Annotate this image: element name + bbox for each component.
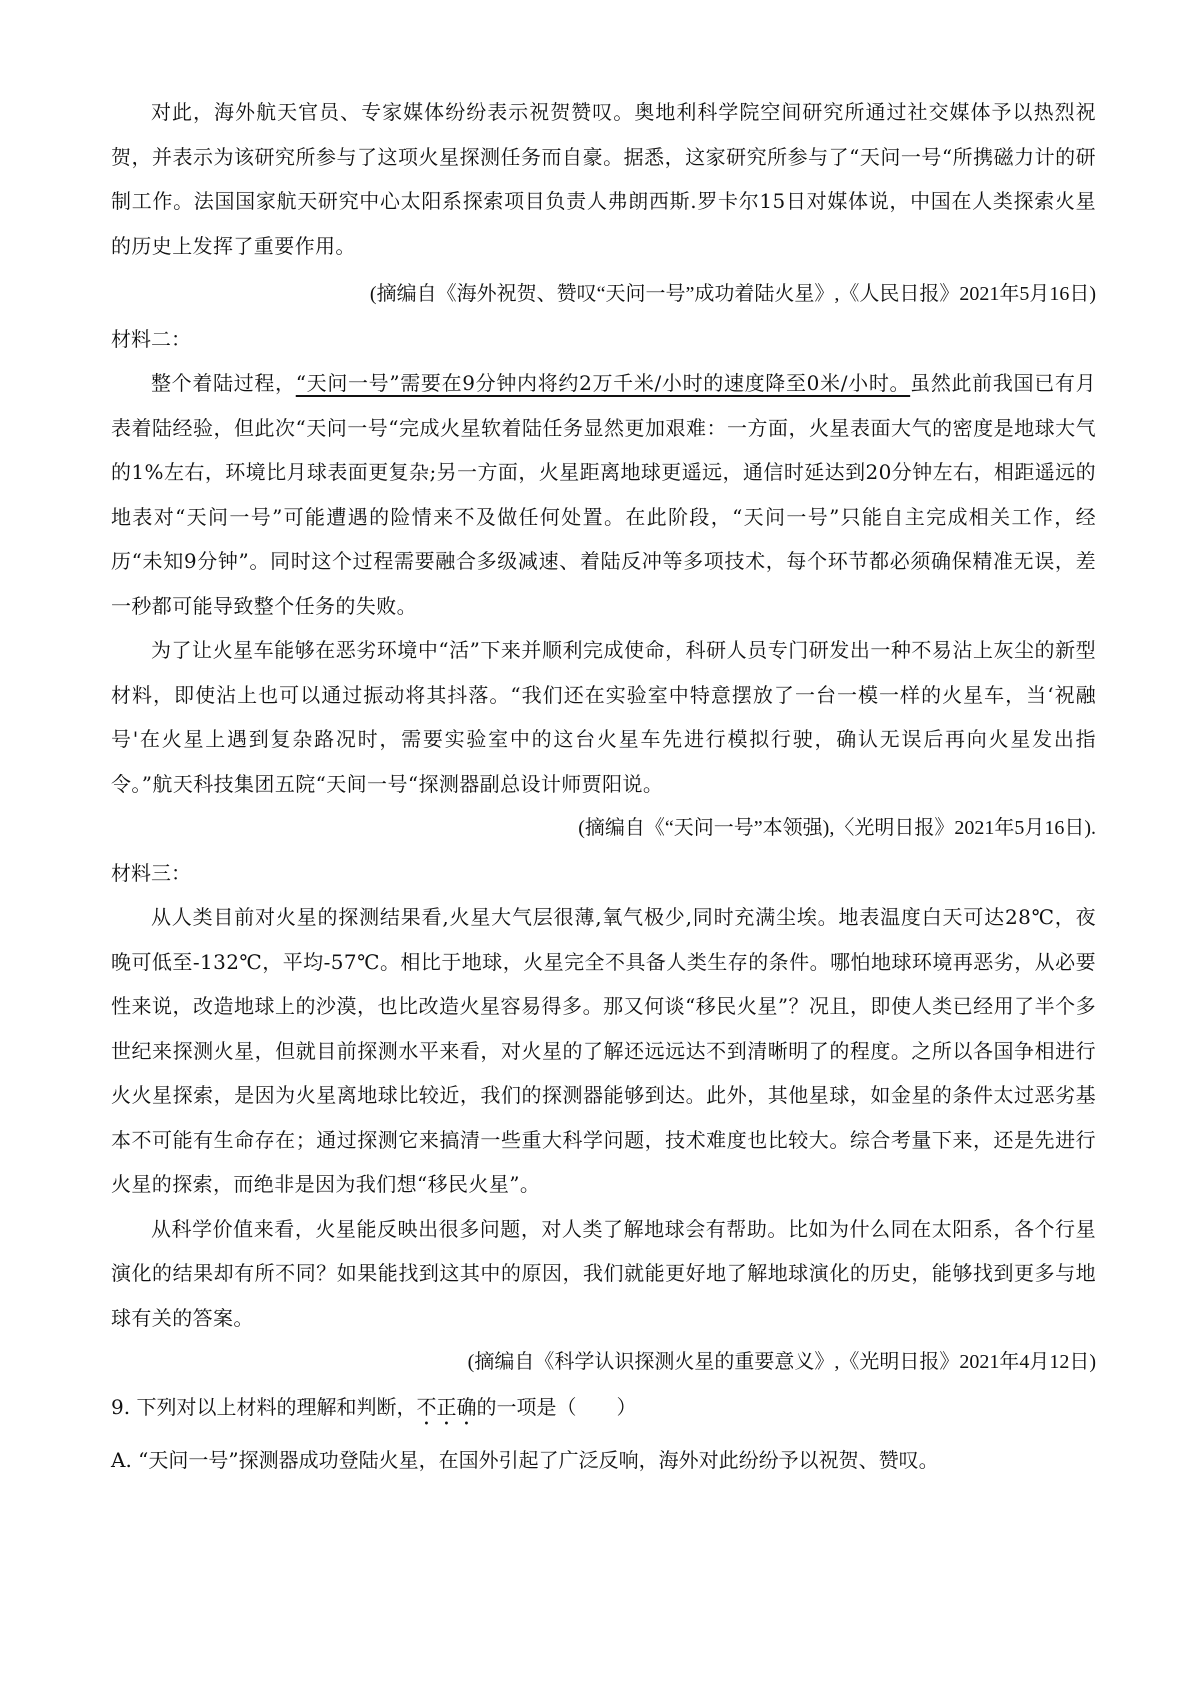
material3-source: (摘编自《科学认识探测火星的重要意义》,《光明日报》2021年4月12日)	[467, 1351, 1096, 1373]
material2-p1-rest: 虽然此前我国已有月表着陆经验，但此次“天问一号“完成火星软着陆任务显然更加艰难：一方面，火星表面大气的密度是地球大气的1%左右，环境比月球表面更复杂;另一方面，火星距离地球更遥远，通信时延达到20分钟左右，相距遥远的地表对“天问一号”可能遭遇的险情来不及做任何处置。在此阶段，“天问一号”只能自主完成相关工作，经历“未知9分钟”。同时这个过程需要融合多级减速、着陆反冲等多项技术，每个环节都必须确保精准无误，差一秒都可能导致整个任务的失败。	[111, 371, 1096, 618]
question-text-before: 下列对以上材料的理解和判断，	[136, 1394, 417, 1419]
material2-label: 材料二：	[111, 326, 191, 351]
material3-label: 材料三：	[111, 860, 191, 885]
document-content	[111, 90, 1096, 1482]
question-text-after: 的一项是（ ）	[476, 1394, 637, 1419]
question-emphasis: 不正确	[416, 1394, 477, 1419]
material2-p1-underlined: “天问一号”需要在9分钟内将约2万千米/小时的速度降至0米/小时。	[295, 371, 911, 395]
material1-source: (摘编自《海外祝贺、赞叹“天问一号”成功着陆火星》,《人民日报》2021年5月16日)	[369, 283, 1096, 305]
material3-paragraph-1: 从人类目前对火星的探测结果看,火星大气层很薄,氧气极少,同时充满尘埃。地表温度白天可达28℃，夜晚可低至-132℃，平均-57℃。相比于地球，火星完全不具备人类生存的条件。哪怕地球环境再恶劣，从必要性来说，改造地球上的沙漠，也比改造火星容易得多。那又何谈“移民火星”？况且，即使人类已经用了半个多世纪来探测火星，但就目前探测水平来看，对火星的了解还远远达不到清晰明了的程度。之所以各国争相进行火火星探索，是因为火星离地球比较近，我们的探测器能够到达。此外，其他星球，如金星的条件太过恶劣基本不可能有生命存在；通过探测它来搞清一些重大科学问题，技术难度也比较大。综合考量下来，还是先进行火星的探索，而绝非是因为我们想“移民火星”。	[111, 905, 1096, 1196]
material2-source: (摘编自《“天问一号”本领强),〈光明日报》2021年5月16日).	[578, 817, 1096, 839]
material3-paragraph-2: 从科学价值来看，火星能反映出很多问题，对人类了解地球会有帮助。比如为什么同在太阳系，各个行星演化的结果却有所不同？如果能找到这其中的原因，我们就能更好地了解地球演化的历史，能够找到更多与地球有关的答案。	[111, 1216, 1096, 1330]
material1-paragraph: 对此，海外航天官员、专家媒体纷纷表示祝贺赞叹。奥地利科学院空间研究所通过社交媒体予以热烈祝贺，并表示为该研究所参与了这项火星探测任务而自豪。据悉，这家研究所参与了“天问一号“所携磁力计的研制工作。法国国家航天研究中心太阳系探索项目负责人弗朗西斯.罗卡尔15日对媒体说，中国在人类探索火星的历史上发挥了重要作用。	[111, 100, 1096, 258]
material2-p1-start: 整个着陆过程，	[151, 371, 296, 395]
material2-paragraph-2: 为了让火星车能够在恶劣环境中“活”下来并顺利完成使命，科研人员专门研发出一种不易沾上灰尘的新型材料，即使沾上也可以通过振动将其抖落。“我们还在实验室中特意摆放了一台一模一样的火星车，当‘祝融号'在火星上遇到复杂路况时，需要实验室中的这台火星车先进行模拟行驶，确认无误后再向火星发出指令。”航天科技集团五院“天间一号“探测器副总设计师贾阳说。	[111, 638, 1096, 796]
material2-paragraph-1	[111, 361, 1096, 628]
question-9	[111, 1385, 1096, 1430]
question-option-a: A. “天问一号”探测器成功登陆火星，在国外引起了广泛反响，海外对此纷纷予以祝贺、赞叹。	[111, 1447, 939, 1472]
question-number: 9.	[111, 1394, 131, 1419]
